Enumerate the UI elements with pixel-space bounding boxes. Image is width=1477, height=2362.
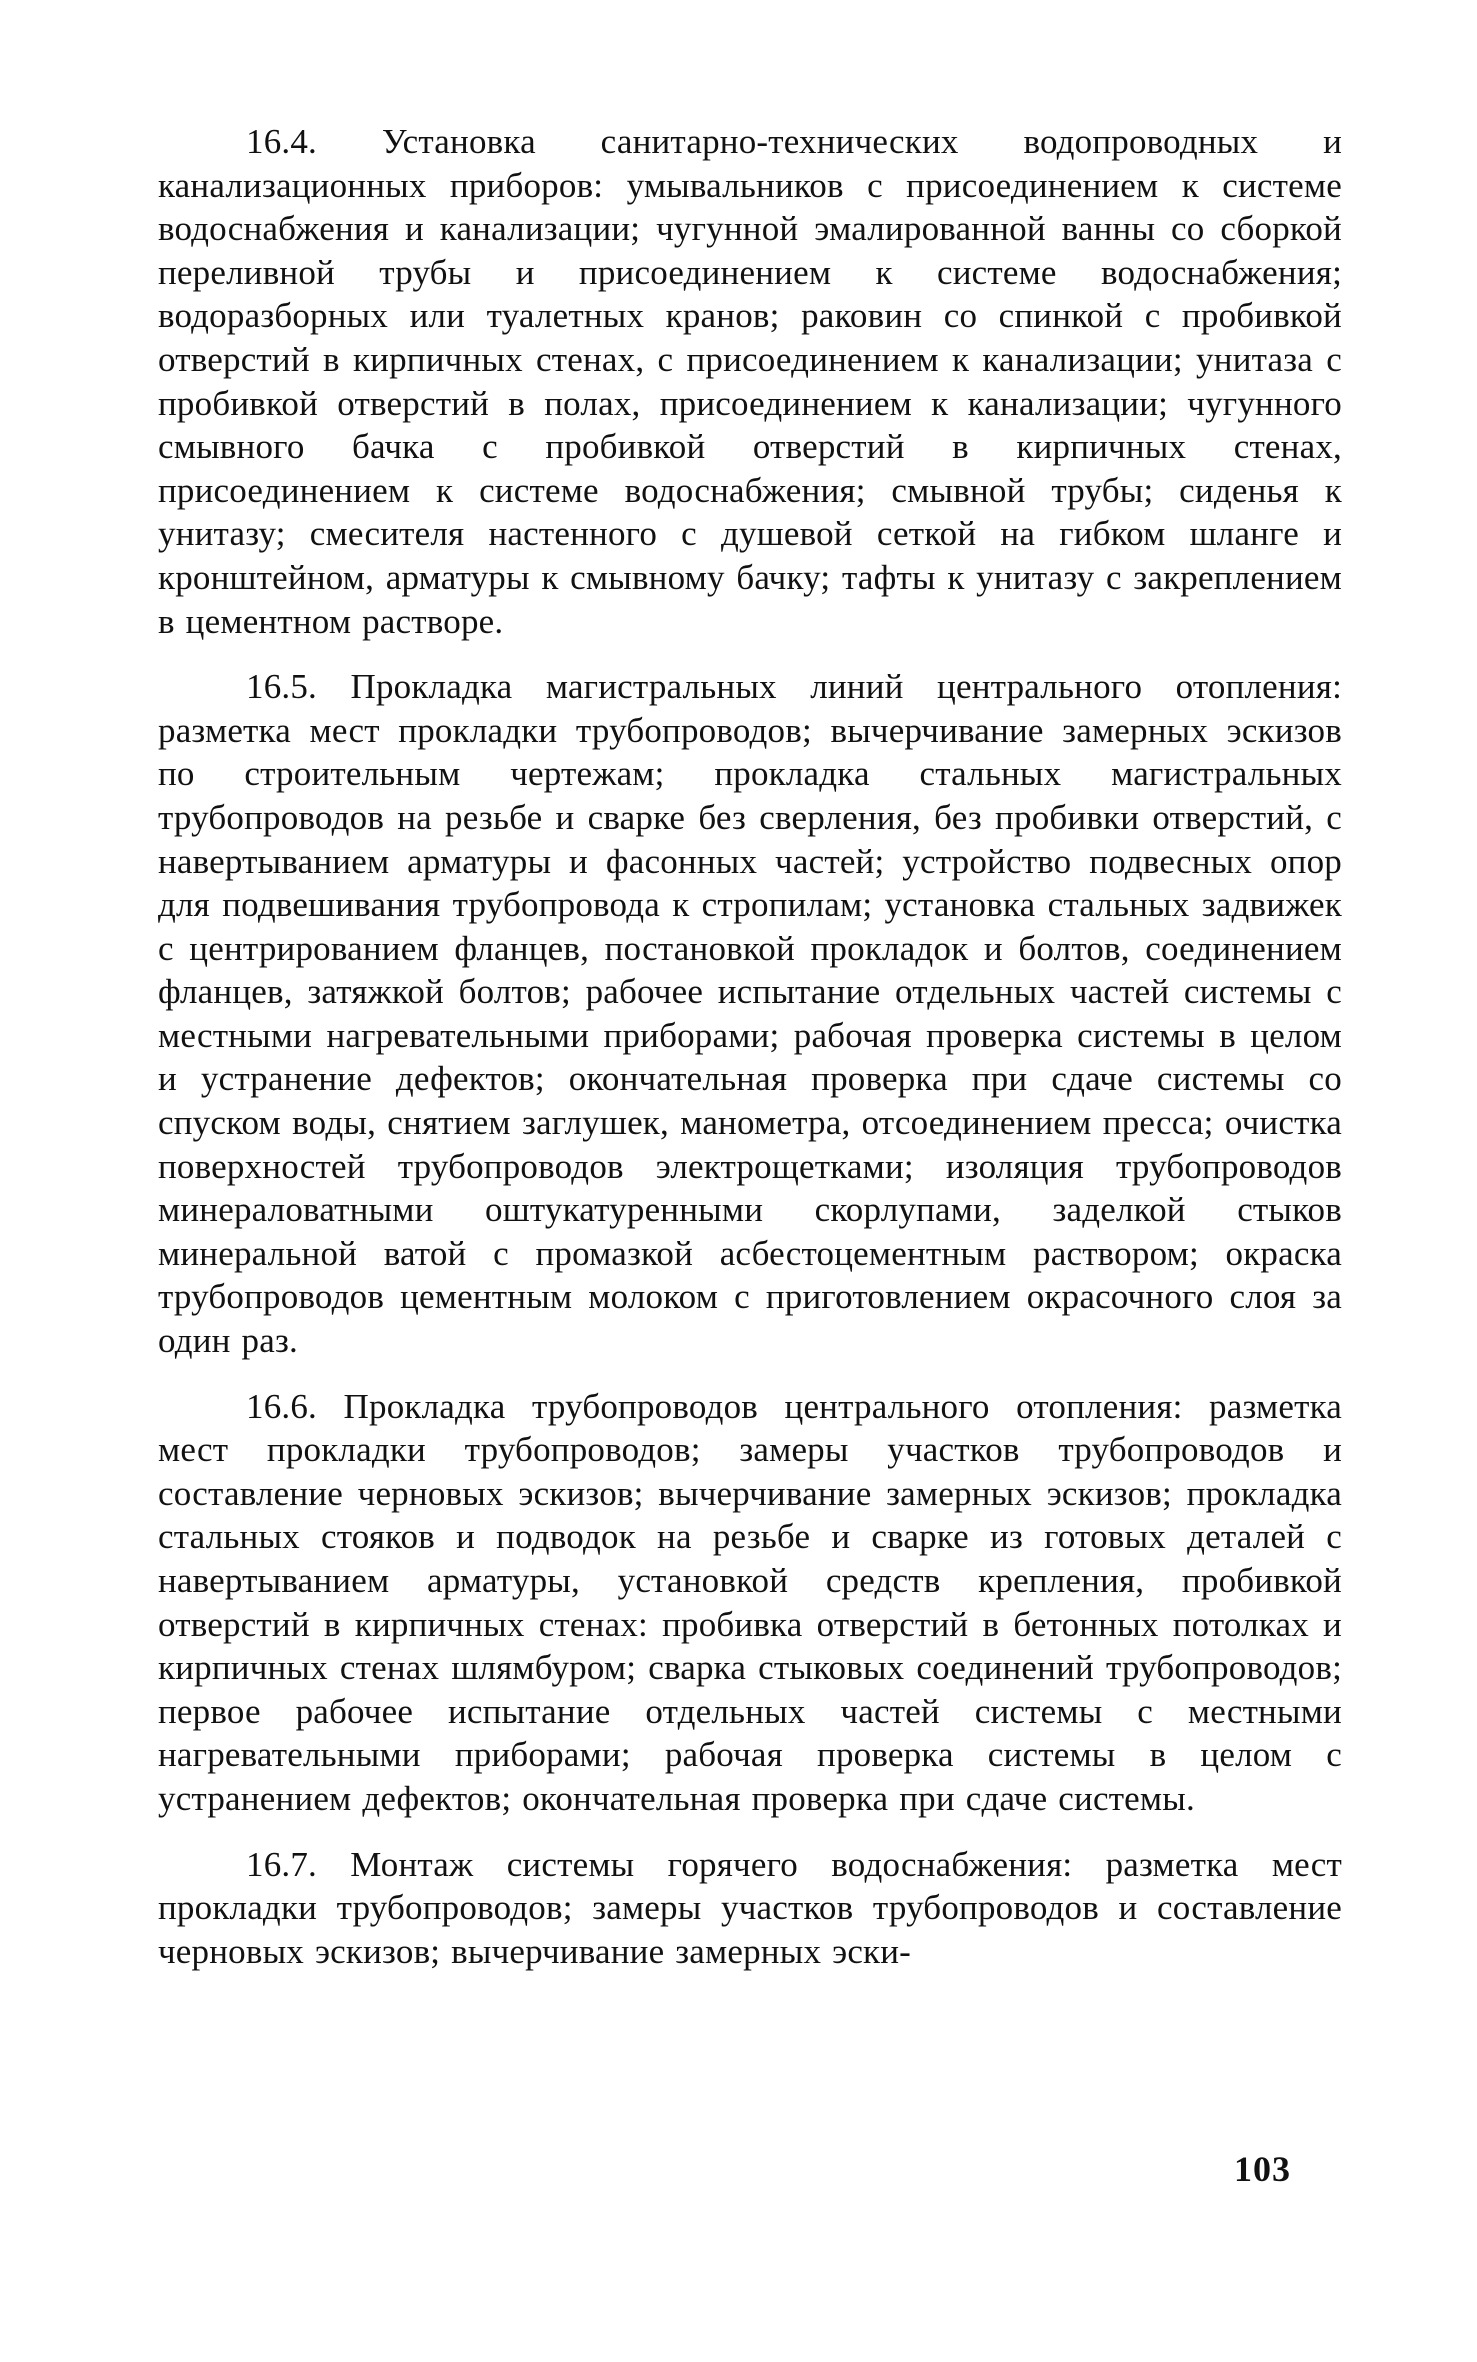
paragraph-number: 16.6.: [246, 1386, 317, 1426]
paragraph-text: Прокладка магистральных линий центрального отопления: разметка мест прокладки трубопроводов; вычерчивание замерных эскизов по строительным чертежам; прокладка стальных магистральных трубопроводов на резьбе и сварке без сверления, без пробивки отверстий, с навертыванием арматуры и фасонных частей; устройство подвесных опор для подвешивания трубопровода к стропилам; установка стальных задвижек с центрированием фланцев, постановкой прокладок и болтов, соединением фланцев, затяжкой болтов; рабочее испытание отдельных частей системы с местными нагревательными приборами; рабочая проверка системы в целом и устранение дефектов; окончательная проверка при сдаче системы со спуском воды, снятием заглушек, манометра, отсоединением пресса; очистка поверхностей трубопроводов электрощетками; изоляция трубопроводов минераловатными оштукатуренными скорлупами, заделкой стыков минеральной ватой с промазкой асбестоцементным раствором; окраска трубопроводов цементным молоком с приготовлением окрасочного слоя за один раз.: [158, 667, 1342, 1361]
paragraph-16-7: [158, 1843, 1342, 1974]
paragraph-16-4: [158, 120, 1342, 643]
body-text: [158, 120, 1342, 1995]
paragraph-number: 16.5.: [246, 667, 317, 707]
paragraph-16-5: [158, 665, 1342, 1363]
paragraph-text: Прокладка трубопроводов центрального отопления: разметка мест прокладки трубопроводов; замеры участков трубопроводов и составление черновых эскизов; вычерчивание замерных эскизов; прокладка стальных стояков и подводок на резьбе и сварке из готовых деталей с навертыванием арматуры, установкой средств крепления, пробивкой отверстий в кирпичных стенах: пробивка отверстий в бетонных потолках и кирпичных стенах шлямбуром; сварка стыковых соединений трубопроводов; первое рабочее испытание отдельных частей системы с местными нагревательными приборами; рабочая проверка системы в целом с устранением дефектов; окончательная проверка при сдаче системы.: [158, 1386, 1342, 1818]
page-number: 103: [1234, 2149, 1291, 2189]
paragraph-16-6: [158, 1385, 1342, 1821]
paragraph-text: Монтаж системы горячего водоснабжения: разметка мест прокладки трубопроводов; замеры участков трубопроводов и составление черновых эскизов; вычерчивание замерных эски-: [158, 1844, 1342, 1971]
paragraph-text: Установка санитарно-технических водопроводных и канализационных приборов: умывальников с присоединением к системе водоснабжения и канализации; чугунной эмалированной ванны со сборкой переливной трубы и присоединением к системе водоснабжения; водоразборных или туалетных кранов; раковин со спинкой с пробивкой отверстий в кирпичных стенах, с присоединением к канализации; унитаза с пробивкой отверстий в полах, присоединением к канализации; чугунного смывного бачка с пробивкой отверстий в кирпичных стенах, присоединением к системе водоснабжения; смывной трубы; сиденья к унитазу; смесителя настенного с душевой сеткой на гибком шланге и кронштейном, арматуры к смывному бачку; тафты к унитазу с закреплением в цементном растворе.: [158, 122, 1342, 641]
paragraph-number: 16.4.: [246, 122, 317, 161]
paragraph-number: 16.7.: [246, 1844, 317, 1884]
